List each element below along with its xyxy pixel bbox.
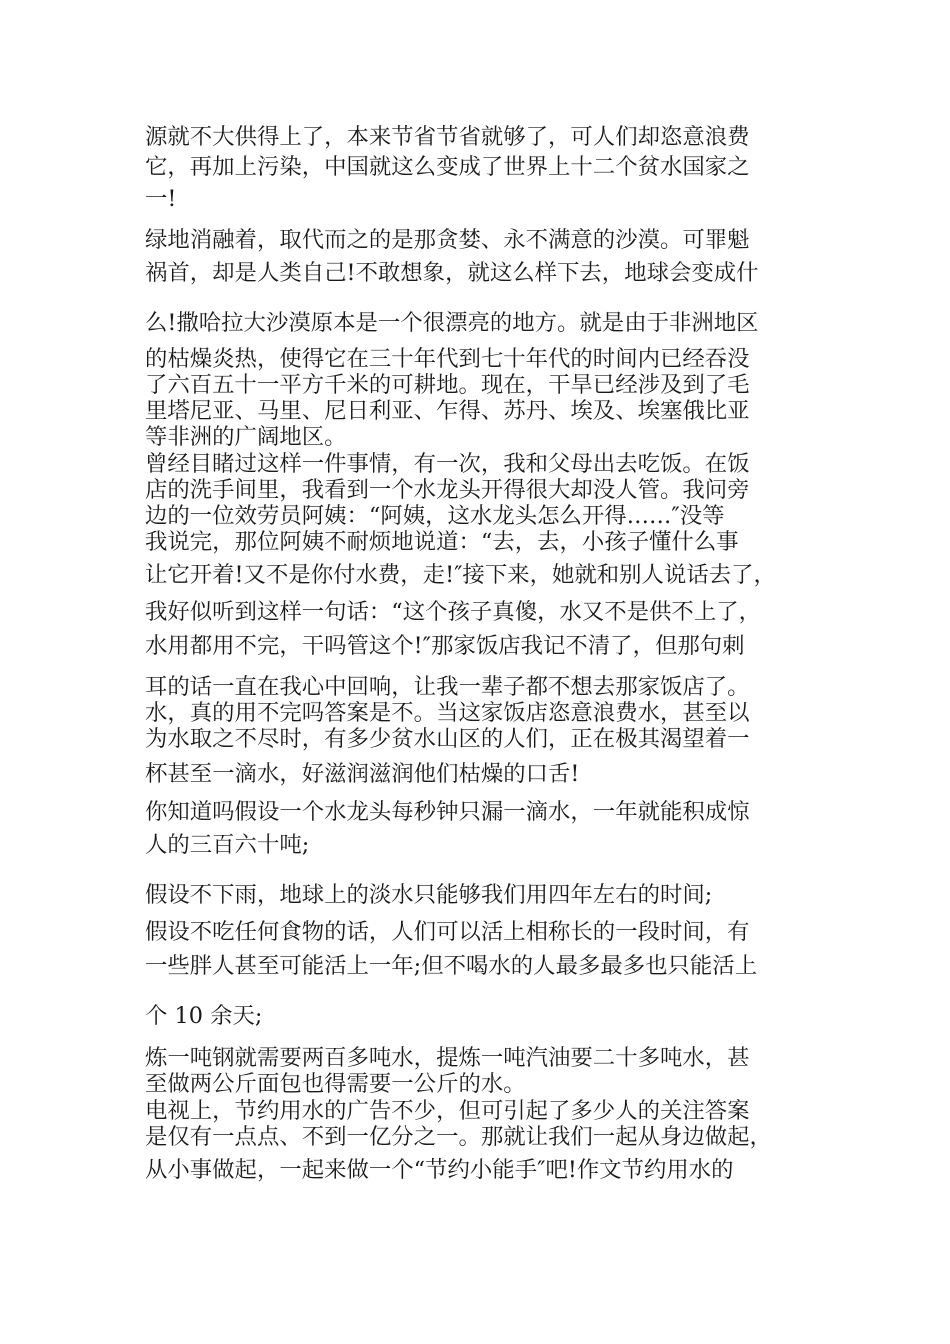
text-line: 至做两公斤面包也得需要一公斤的水。 [145, 1071, 526, 1097]
text-line: 从小事做起，一起来做一个“节约小能手″吧!作文节约用水的 [145, 1157, 734, 1183]
text-line: 我说完，那位阿姨不耐烦地说道：“去，去，小孩子懂什么事 [145, 529, 739, 555]
text-line: 个 10 余天; [145, 1003, 263, 1029]
text-line: 为水取之不尽时，有多少贫水山区的人们，正在极其渴望着一 [145, 726, 750, 752]
text-line: 边的一位效劳员阿姨：“阿姨，这水龙头怎么开得……″没等 [145, 503, 725, 529]
text-line: 一! [145, 186, 177, 212]
text-line: 里塔尼亚、马里、尼日利亚、乍得、苏丹、埃及、埃塞俄比亚 [145, 398, 750, 424]
text-line: 它，再加上污染，中国就这么变成了世界上十二个贫水国家之 [145, 154, 750, 180]
text-line: 等非洲的广阔地区。 [145, 424, 347, 450]
text-line: 一些胖人甚至可能活上一年;但不喝水的人最多最多也只能活上 [145, 953, 758, 979]
text-line: 我好似听到这样一句话：“这个孩子真傻，水又不是供不上了， [145, 599, 761, 625]
text-line: 曾经目睹过这样一件事情，有一次，我和父母出去吃饭。在饭 [145, 451, 750, 477]
text-line: 么!撒哈拉大沙漠原本是一个很漂亮的地方。就是由于非洲地区 [145, 310, 759, 336]
text-line: 水，真的用不完吗答案是不。当这家饭店恣意浪费水，甚至以 [145, 700, 750, 726]
text-line: 的枯燥炎热，使得它在三十年代到七十年代的时间内已经吞没 [145, 346, 750, 372]
text-line: 店的洗手间里，我看到一个水龙头开得很大却没人管。我问旁 [145, 477, 750, 503]
text-line: 假设不吃任何食物的话，人们可以活上相称长的一段时间，有 [145, 919, 750, 945]
text-line: 假设不下雨，地球上的淡水只能够我们用四年左右的时间; [145, 882, 713, 908]
text-line: 让它开着!又不是你付水费，走!″接下来，她就和别人说话去了， [145, 562, 776, 588]
text-line: 了六百五十一平方千米的可耕地。现在，干旱已经涉及到了毛 [145, 372, 750, 398]
text-line: 你知道吗假设一个水龙头每秒钟只漏一滴水，一年就能积成惊 [145, 799, 750, 825]
text-line: 是仅有一点点、不到一亿分之一。那就让我们一起从身边做起， [145, 1124, 772, 1150]
text-line: 源就不大供得上了，本来节省节省就够了，可人们却恣意浪费 [145, 124, 750, 150]
text-line: 耳的话一直在我心中回响，让我一辈子都不想去那家饭店了。 [145, 674, 750, 700]
text-line: 绿地消融着，取代而之的是那贪婪、永不满意的沙漠。可罪魁 [145, 227, 750, 253]
text-line: 人的三百六十吨; [145, 832, 310, 858]
text-line: 杯甚至一滴水，好滋润滋润他们枯燥的口舌! [145, 761, 580, 787]
text-line: 水用都用不完，干吗管这个!″那家饭店我记不清了，但那句刺 [145, 633, 745, 659]
text-line: 祸首，却是人类自己!不敢想象，就这么样下去，地球会变成什 [145, 260, 759, 286]
text-line: 电视上，节约用水的广告不少，但可引起了多少人的关注答案 [145, 1098, 750, 1124]
text-line: 炼一吨钢就需要两百多吨水，提炼一吨汽油要二十多吨水，甚 [145, 1045, 750, 1071]
